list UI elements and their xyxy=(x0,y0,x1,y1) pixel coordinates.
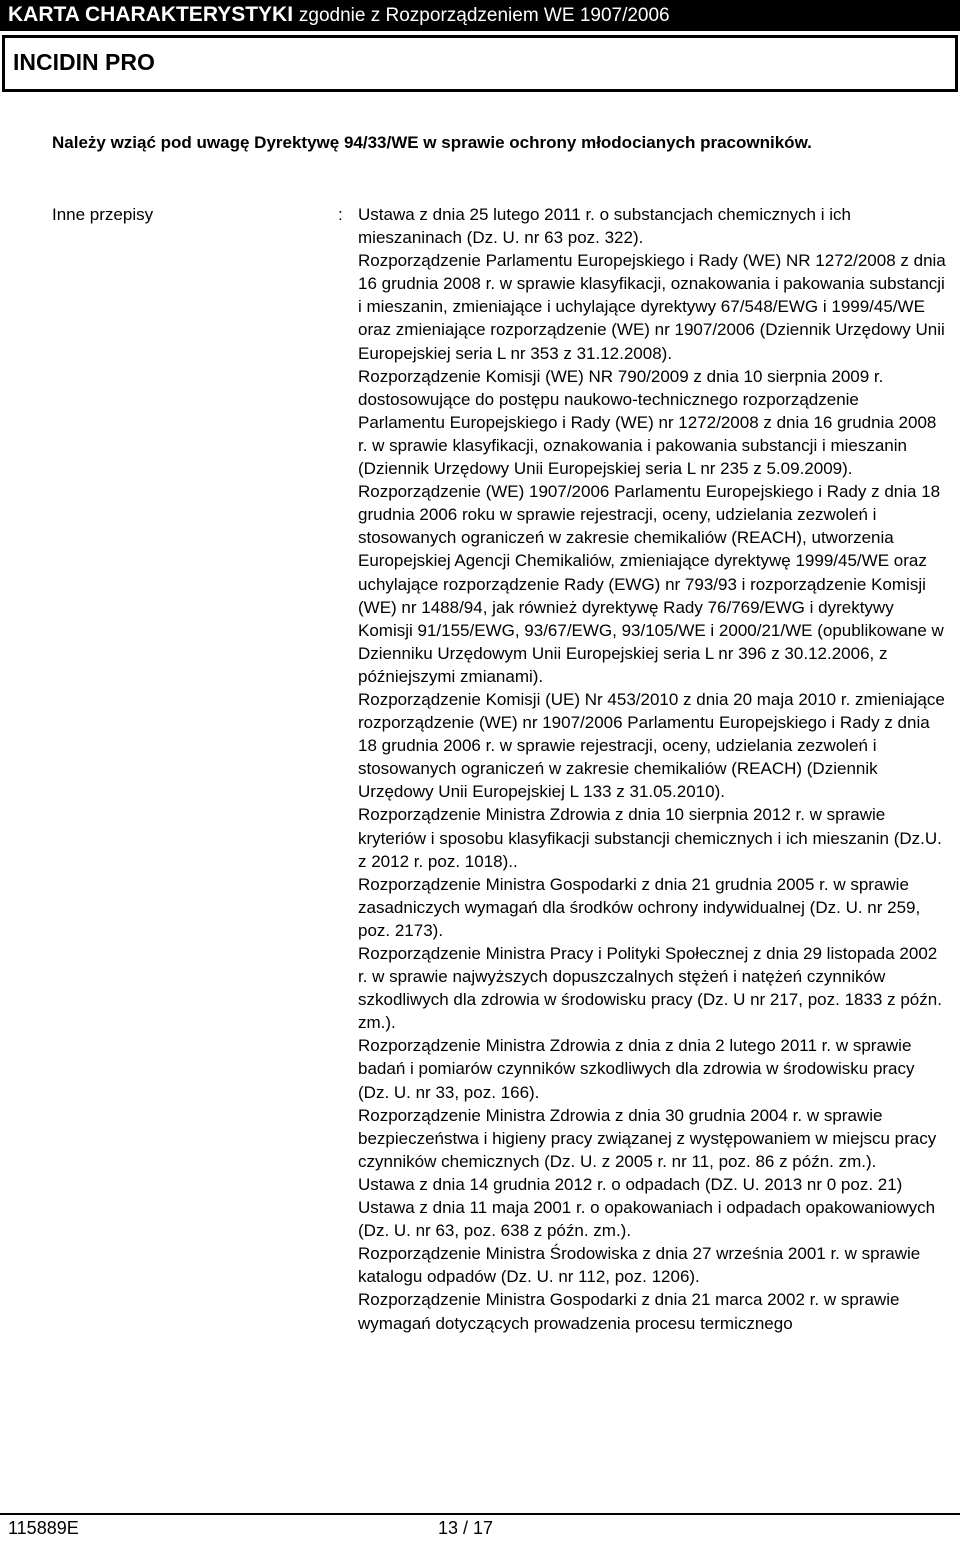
regulation-item: Ustawa z dnia 14 grudnia 2012 r. o odpadach (DZ. U. 2013 nr 0 poz. 21) xyxy=(358,1174,903,1194)
document-title xyxy=(8,3,670,27)
other-regulations-label: Inne przepisy xyxy=(52,205,154,224)
regulation-item: Rozporządzenie Ministra Gospodarki z dnia 21 grudnia 2005 r. w sprawie zasadniczych wymagań dla środków ochrony indywidualnej (Dz. U. nr 259, poz. 2173). xyxy=(358,874,921,940)
document-title-text: KARTA CHARAKTERYSTYKI xyxy=(8,3,294,26)
document-header xyxy=(0,0,960,31)
regulation-item: Ustawa z dnia 25 lutego 2011 r. o substancjach chemicznych i ich mieszaninach (Dz. U. nr 63 poz. 322). xyxy=(358,205,851,248)
other-regulations-colon: : xyxy=(338,205,343,224)
regulation-item: Rozporządzenie Ministra Pracy i Polityki Społecznej z dnia 29 listopada 2002 r. w sprawie najwyższych dopuszczalnych stężeń i natężeń czynników szkodliwych dla zdrowia w środowisku pracy (Dz. U nr 217, poz. 1833 z późn. zm.). xyxy=(358,944,942,1033)
regulation-item: Rozporządzenie Komisji (UE) Nr 453/2010 z dnia 20 maja 2010 r. zmieniające rozporządzenie (WE) nr 1907/2006 Parlamentu Europejskiego i Rady z dnia 18 grudnia 2006 r. w sprawie rejestracji, oceny, udzielania zezwoleń i stosowanych ograniczeń w zakresie chemikaliów (REACH) (Dziennik Urzędowy Unii Europejskiej L 133 z 31.05.2010). xyxy=(358,689,945,802)
document-id: 115889E xyxy=(8,1518,79,1538)
young-workers-note: Należy wziąć pod uwagę Dyrektywę 94/33/WE w sprawie ochrony młodocianych pracowników. xyxy=(52,133,812,152)
page-number: 13 / 17 xyxy=(438,1518,494,1538)
regulation-item: Rozporządzenie Ministra Zdrowia z dnia z dnia 2 lutego 2011 r. w sprawie badań i pomiarów czynników szkodliwych dla zdrowia w środowisku pracy (Dz. U. nr 33, poz. 166). xyxy=(358,1036,915,1102)
other-regulations-list xyxy=(358,203,950,1335)
regulation-item: Rozporządzenie Ministra Zdrowia z dnia 30 grudnia 2004 r. w sprawie bezpieczeństwa i higieny pracy związanej z występowaniem w miejscu pracy czynników chemicznych (Dz. U. z 2005 r. nr 11, poz. 86 z późn. zm.). xyxy=(358,1105,937,1171)
footer-divider xyxy=(0,1513,960,1515)
document-subtitle: zgodnie z Rozporządzeniem WE 1907/2006 xyxy=(298,5,670,26)
product-name: INCIDIN PRO xyxy=(13,49,155,75)
regulation-item: Rozporządzenie (WE) 1907/2006 Parlamentu Europejskiego i Rady z dnia 18 grudnia 2006 roku w sprawie rejestracji, oceny, udzielania zezwoleń i stosowanych ograniczeń w zakresie chemikaliów (REACH), utworzenia Europejskiej Agencji Chemikaliów, zmieniające dyrektywę 1999/45/WE oraz uchylające rozporządzenie Rady (EWG) nr 793/93 i rozporządzenie Komisji (WE) nr 1488/94, jak również dyrektywę Rady 76/769/EWG i dyrektywy Komisji 91/155/EWG, 93/67/EWG, 93/105/WE i 2000/21/WE (opublikowane w Dzienniku Urzędowym Unii Europejskiej seria L nr 396 z 30.12.2006, z późniejszymi zmianami). xyxy=(358,482,944,686)
regulation-item: Rozporządzenie Ministra Gospodarki z dnia 21 marca 2002 r. w sprawie wymagań dotyczących prowadzenia procesu termicznego xyxy=(358,1290,900,1333)
regulation-item: Ustawa z dnia 11 maja 2001 r. o opakowaniach i odpadach opakowaniowych (Dz. U. nr 63, poz. 638 z późn. zm.). xyxy=(358,1198,936,1241)
regulation-item: Rozporządzenie Ministra Zdrowia z dnia 10 sierpnia 2012 r. w sprawie kryteriów i sposobu klasyfikacji substancji chemicznych i ich mieszanin (Dz.U. z 2012 r. poz. 1018).. xyxy=(358,805,942,871)
regulation-item: Rozporządzenie Komisji (WE) NR 790/2009 z dnia 10 sierpnia 2009 r. dostosowujące do postępu naukowo-technicznego rozporządzenie Parlamentu Europejskiego i Rady (WE) nr 1272/2008 z dnia 16 grudnia 2008 r. w sprawie klasyfikacji, oznakowania i pakowania substancji i mieszanin (Dziennik Urzędowy Unii Europejskiej seria L nr 235 z 5.09.2009). xyxy=(358,366,937,479)
regulation-item: Rozporządzenie Ministra Środowiska z dnia 27 września 2001 r. w sprawie katalogu odpadów (Dz. U. nr 112, poz. 1206). xyxy=(358,1244,921,1287)
product-name-box xyxy=(2,35,958,92)
regulation-item: Rozporządzenie Parlamentu Europejskiego i Rady (WE) NR 1272/2008 z dnia 16 grudnia 2008 r. w sprawie klasyfikacji, oznakowania i pakowania substancji i mieszanin, zmieniające i uchylające dyrektywy 67/548/EWG i 1999/45/WE oraz zmieniające rozporządzenie (WE) nr 1907/2006 (Dziennik Urzędowy Unii Europejskiej seria L nr 353 z 31.12.2008). xyxy=(358,251,946,363)
